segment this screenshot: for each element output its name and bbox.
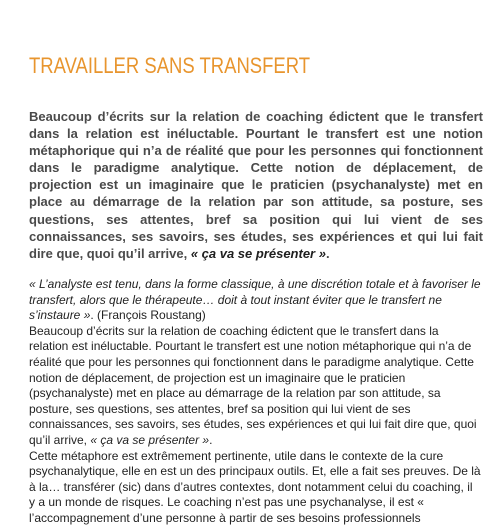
paragraph-2: Cette métaphore est extrêmement pertinente, utile dans le contexte de la cure psychanalytique, elle en est un des principaux outils. Et, elle a fait ses preuves. De là à la… transférer (sic) dans d’autres contextes, dont notamment celui du coaching, il y a un monde de risques. Le coaching n’est pas une psychanalyse, il est « l’accompagnement d’une personne à partir de ses besoins professionnels: [29, 448, 481, 525]
lead-paragraph: [29, 108, 483, 262]
paragraph-1: [29, 324, 481, 449]
lead-quote: « ça va se présenter »: [190, 245, 326, 261]
body-text: [29, 277, 481, 527]
paragraph-1-text: Beaucoup d’écrits sur la relation de coaching édictent que le transfert dans la relation est inéluctable. Pourtant le transfert est une notion métaphorique qui n’a de réalité que pour les personnes qui fonctionnent dans le paradigme analytique. Cette notion de déplacement, de projection est un imaginaire que le praticien (psychanalyste) met en place au démarrage de la relation par son attitude, sa posture, ses questions, ses attentes, bref sa position qui lui vient de ses connaissances, ses savoirs, ses études, ses expériences et qui lui fait dire que, quoi qu’il arrive,: [29, 323, 477, 447]
page-title: TRAVAILLER SANS TRANSFERT: [29, 53, 311, 78]
citation-author: . (François Roustang): [90, 308, 206, 323]
citation: [29, 277, 481, 324]
paragraph-1-end: .: [209, 432, 213, 447]
paragraph-1-quote: « ça va se présenter »: [90, 432, 210, 447]
citation-quote: « L’analyste est tenu, dans la forme classique, à une discrétion totale et à favoriser le transfert, alors que le thérapeute… doit à tout instant éviter que le transfert ne s’instaure »: [29, 277, 481, 323]
lead-end: .: [325, 245, 330, 261]
lead-text: Beaucoup d’écrits sur la relation de coaching édictent que le transfert dans la relation est inéluctable. Pourtant le transfert est une notion métaphorique qui n’a de réalité que pour les personnes qui fonctionnent dans le paradigme analytique. Cette notion de déplacement, de projection est un imaginaire que le praticien (psychanalyste) met en place au démarrage de la relation par son attitude, sa posture, ses questions, ses attentes, bref sa position qui lui vient de ses connaissances, ses savoirs, ses études, ses expériences et qui lui fait dire que, quoi qu’il arrive,: [29, 109, 483, 261]
